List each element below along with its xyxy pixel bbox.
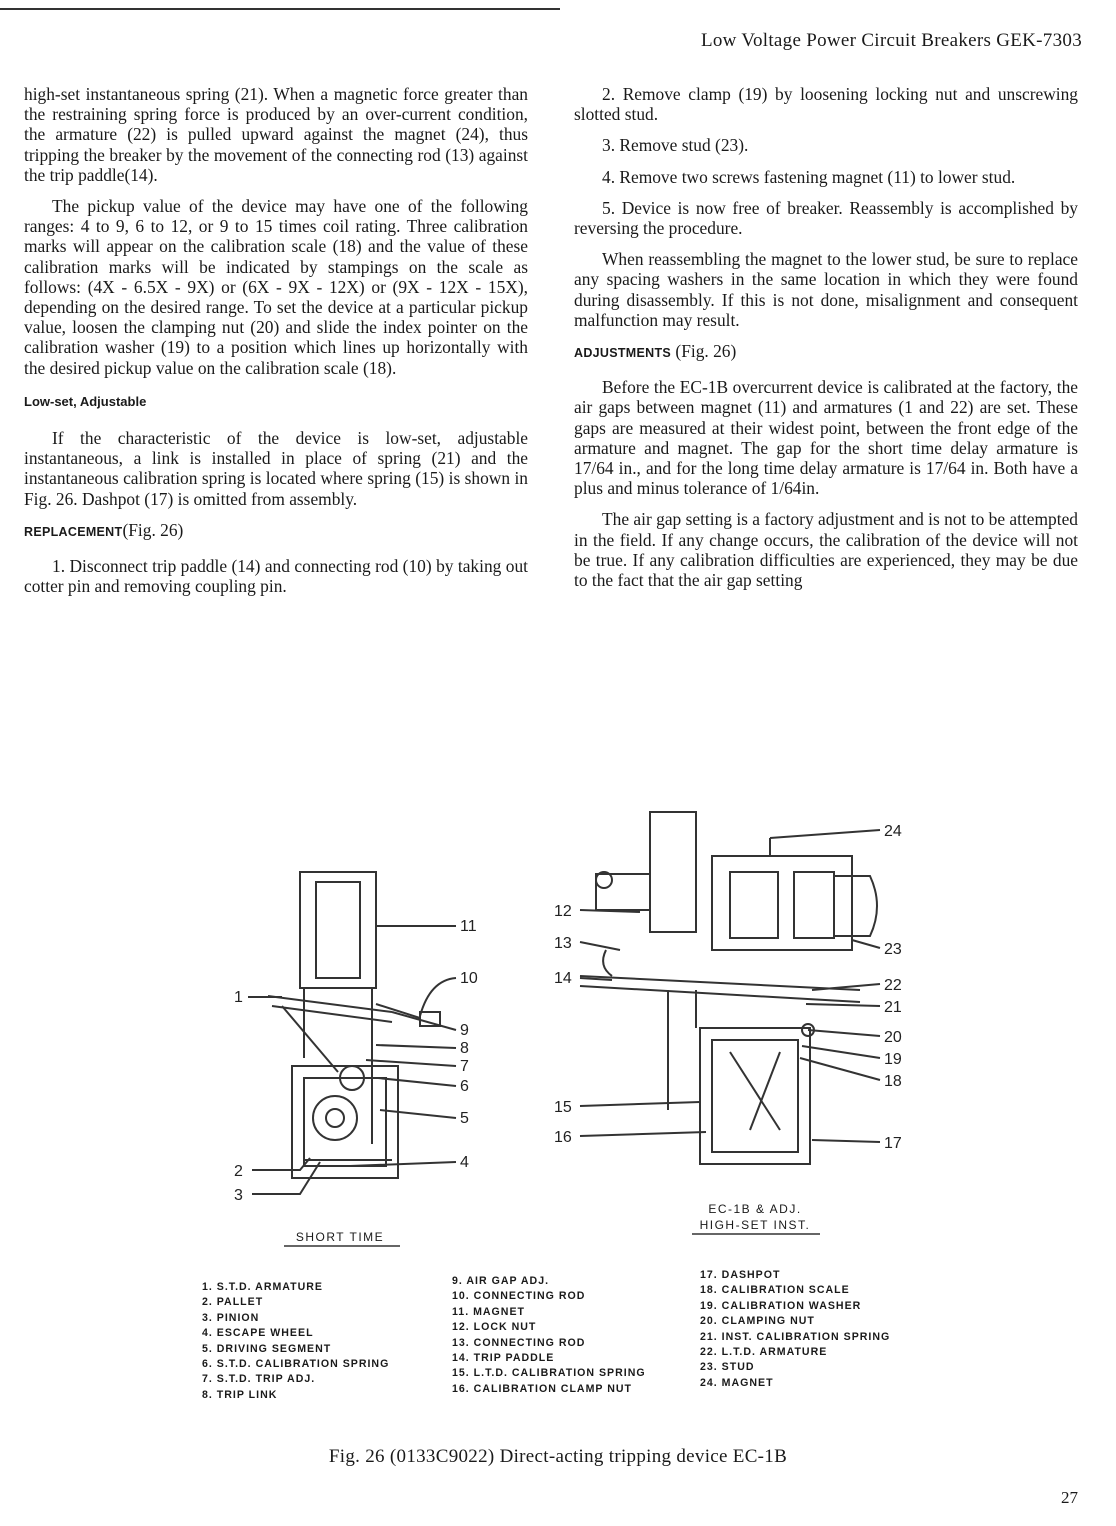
legend-column-2 bbox=[452, 1274, 646, 1397]
callout-2: 2 bbox=[234, 1163, 243, 1180]
legend-item: 22. L.T.D. ARMATURE bbox=[700, 1346, 828, 1359]
callout-16: 16 bbox=[554, 1129, 572, 1146]
callout-19: 19 bbox=[884, 1051, 902, 1068]
legend-item: 17. DASHPOT bbox=[700, 1269, 781, 1281]
legend-item: 5. DRIVING SEGMENT bbox=[202, 1342, 332, 1355]
legend-item: 3. PINION bbox=[202, 1311, 260, 1324]
legend-column-3 bbox=[700, 1268, 890, 1391]
step-1: 1. Disconnect trip paddle (14) and connecting rod (10) by taking out cotter pin and removing coupling pin. bbox=[24, 556, 528, 597]
step-3: 3. Remove stud (23). bbox=[602, 135, 749, 156]
legend-column-1 bbox=[202, 1280, 389, 1403]
legend-item: 24. MAGNET bbox=[700, 1376, 774, 1389]
figure-26 bbox=[0, 790, 1116, 1430]
legend-item: 14. TRIP PADDLE bbox=[452, 1352, 555, 1365]
callout-12: 12 bbox=[554, 903, 572, 920]
adjustments-heading bbox=[574, 341, 1078, 363]
callout-9: 9 bbox=[460, 1022, 469, 1039]
callout-5: 5 bbox=[460, 1110, 469, 1127]
adjustments-paragraph-2: The air gap setting is a factory adjustment and is not to be attempted in the field. If any change occurs, the calibration of the device will not be true. If any calibration difficulties are experienced, they may be due to the fact that the air gap setting bbox=[574, 509, 1078, 591]
reassembly-note: When reassembling the magnet to the lower stud, be sure to replace any spacing washers in the same location in which they were found during disassembly. If this is not done, misalignment and consequent malfunction may result. bbox=[574, 249, 1078, 330]
legend-item: 10. CONNECTING ROD bbox=[452, 1290, 586, 1303]
callout-23: 23 bbox=[884, 941, 902, 958]
legend-item: 15. L.T.D. CALIBRATION SPRING bbox=[452, 1367, 646, 1380]
left-column bbox=[24, 84, 528, 607]
ec1b-label: EC-1B & ADJ. bbox=[708, 1202, 802, 1216]
legend-item: 6. S.T.D. CALIBRATION SPRING bbox=[202, 1358, 390, 1371]
legend-item: 18. CALIBRATION SCALE bbox=[700, 1284, 850, 1297]
paragraph-low-set: If the characteristic of the device is low-set, adjustable instantaneous, a link is installed in place of spring (21) and the instantaneous calibration spring is located where spring (15) is shown in Fig. 26. Dashpot (17) is omitted from assembly. bbox=[24, 428, 528, 509]
replacement-heading-label: REPLACEMENT bbox=[24, 524, 123, 539]
callout-8: 8 bbox=[460, 1040, 469, 1057]
callout-21: 21 bbox=[884, 999, 902, 1016]
legend-item: 20. CLAMPING NUT bbox=[700, 1315, 815, 1328]
subheading-low-set: Low-set, Adjustable bbox=[24, 393, 147, 409]
callout-1: 1 bbox=[234, 989, 243, 1006]
paragraph-high-set: high-set instantaneous spring (21). When a magnetic force greater than the restraining spring force is produced by an over-current condition, the armature (22) is pulled upward against the magnet (24), thus tripping the breaker by the movement of the connecting rod (13) against the trip paddle(14). bbox=[24, 84, 528, 185]
callout-7: 7 bbox=[460, 1058, 469, 1075]
short-time-callouts bbox=[234, 918, 478, 1204]
callout-18: 18 bbox=[884, 1073, 902, 1090]
short-time-drawing bbox=[248, 872, 456, 1194]
adjustments-heading-ref: (Fig. 26) bbox=[675, 341, 737, 362]
legend-item: 16. CALIBRATION CLAMP NUT bbox=[452, 1382, 632, 1395]
callout-13: 13 bbox=[554, 935, 572, 952]
replacement-heading bbox=[24, 520, 528, 542]
legend-item: 8. TRIP LINK bbox=[202, 1388, 278, 1401]
callout-10: 10 bbox=[460, 970, 478, 987]
legend-item: 23. STUD bbox=[700, 1361, 755, 1374]
legend-item: 19. CALIBRATION WASHER bbox=[700, 1299, 862, 1312]
callout-22: 22 bbox=[884, 977, 902, 994]
callout-4: 4 bbox=[460, 1154, 469, 1171]
callout-17: 17 bbox=[884, 1135, 902, 1152]
step-4: 4. Remove two screws fastening magnet (11) to lower stud. bbox=[602, 166, 1016, 187]
legend-item: 9. AIR GAP ADJ. bbox=[452, 1275, 550, 1287]
step-2: 2. Remove clamp (19) by loosening locking nut and unscrewing slotted stud. bbox=[574, 84, 1078, 125]
legend-item: 11. MAGNET bbox=[452, 1305, 525, 1318]
callout-20: 20 bbox=[884, 1029, 902, 1046]
legend-item: 13. CONNECTING ROD bbox=[452, 1336, 586, 1349]
adjustments-heading-label: ADJUSTMENTS bbox=[574, 346, 672, 361]
step-5: 5. Device is now free of breaker. Reassembly is accomplished by reversing the procedure. bbox=[574, 197, 1078, 239]
short-time-label: SHORT TIME bbox=[295, 1230, 385, 1244]
page-header: Low Voltage Power Circuit Breakers GEK-7303 bbox=[700, 30, 1082, 51]
legend-item: 1. S.T.D. ARMATURE bbox=[202, 1281, 323, 1293]
callout-6: 6 bbox=[460, 1078, 469, 1095]
high-set-label: HIGH-SET INST. bbox=[699, 1218, 811, 1232]
page-number: 27 bbox=[1061, 1488, 1078, 1507]
figure-caption: Fig. 26 (0133C9022) Direct-acting tripping device EC-1B bbox=[328, 1446, 788, 1467]
right-column bbox=[574, 84, 1078, 601]
paragraph-pickup: The pickup value of the device may have one of the following ranges: 4 to 9, 6 to 12, or 9 to 15 times coil rating. Three calibration marks will appear on the calibration scale (18) and the value of these calibration marks will be indicated by stampings on the scale as follows: (4X - 6.5X - 9X) or (6X - 9X - 12X) or (9X - 12X - 15X), depending on the desired range. To set the device at a particular pickup value, loosen the clamping nut (20) and slide the index pointer on the calibration washer (19) to a position which lines up horizontally with the desired pickup value on the calibration scale (18). bbox=[24, 196, 528, 378]
callout-11: 11 bbox=[460, 918, 477, 935]
callout-24: 24 bbox=[884, 823, 902, 840]
legend-item: 12. LOCK NUT bbox=[452, 1321, 537, 1334]
legend-item: 7. S.T.D. TRIP ADJ. bbox=[202, 1373, 316, 1386]
callout-3: 3 bbox=[234, 1187, 243, 1204]
legend-item: 2. PALLET bbox=[202, 1296, 264, 1309]
ec1b-drawing bbox=[580, 812, 880, 1164]
replacement-heading-ref: (Fig. 26) bbox=[122, 519, 184, 540]
callout-15: 15 bbox=[554, 1099, 572, 1116]
legend-item: 4. ESCAPE WHEEL bbox=[202, 1327, 314, 1340]
top-rule bbox=[0, 8, 560, 10]
legend-item: 21. INST. CALIBRATION SPRING bbox=[700, 1330, 891, 1343]
callout-14: 14 bbox=[554, 970, 572, 987]
adjustments-paragraph-1: Before the EC-1B overcurrent device is calibrated at the factory, the air gaps between magnet (11) and armatures (1 and 22) are set. These gaps are measured at their widest point, between the front edge of the armature and magnet. The gap for the short time delay armature is 17/64 in., and for the long time delay armature is 17/64 in. Both have a plus and minus tolerance of 1/64in. bbox=[574, 377, 1078, 499]
